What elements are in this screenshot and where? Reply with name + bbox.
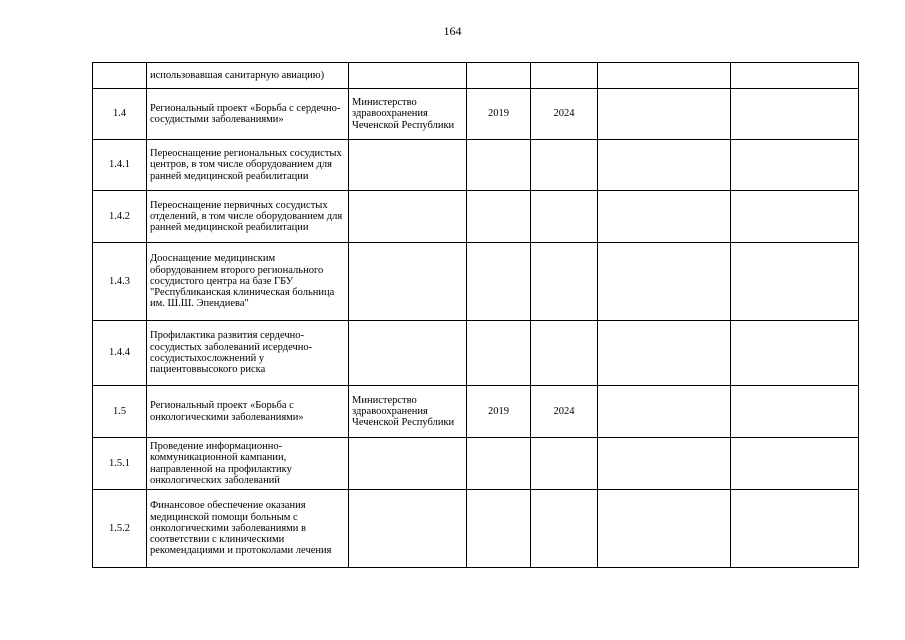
executor [349,63,467,89]
result-cell [598,140,731,191]
start-year: 2019 [467,89,531,140]
note-cell [731,490,859,568]
end-year [531,140,598,191]
result-cell [598,386,731,438]
note-cell [731,243,859,321]
measure-name: Переоснащение первичных сосудистых отделений, в том числе оборудованием для ранней медицинской реабилитации [147,191,349,243]
table-row [93,191,859,243]
table-row [93,140,859,191]
start-year: 2019 [467,386,531,438]
row-number: 1.4 [93,89,147,140]
table-row [93,63,859,89]
end-year: 2024 [531,386,598,438]
end-year [531,490,598,568]
end-year [531,243,598,321]
row-number: 1.4.4 [93,321,147,386]
result-cell [598,321,731,386]
executor [349,490,467,568]
measure-name: Финансовое обеспечение оказания медицинской помощи больным с онкологическими заболеваниями в соответствии с клиническими рекомендациями и протоколами лечения [147,490,349,568]
result-cell [598,89,731,140]
page-number: 164 [443,24,462,38]
result-cell [598,243,731,321]
executor [349,140,467,191]
executor: Министерство здравоохранения Чеченской Республики [349,89,467,140]
executor [349,438,467,490]
result-cell [598,191,731,243]
end-year [531,438,598,490]
end-year [531,63,598,89]
executor [349,191,467,243]
measure-name: Региональный проект «Борьба с сердечно-сосудистыми заболеваниями» [147,89,349,140]
measure-name: Проведение информационно-коммуникационной кампании, направленной на профилактику онкологических заболеваний [147,438,349,490]
start-year [467,321,531,386]
row-number: 1.5.1 [93,438,147,490]
row-number: 1.5 [93,386,147,438]
measure-name: Региональный проект «Борьба с онкологическими заболеваниями» [147,386,349,438]
result-cell [598,438,731,490]
result-cell [598,63,731,89]
start-year [467,140,531,191]
note-cell [731,321,859,386]
executor [349,243,467,321]
start-year [467,243,531,321]
start-year [467,63,531,89]
table-row [93,438,859,490]
table-row [93,89,859,140]
measure-name: Профилактика развития сердечно-сосудистых заболеваний исердечно-сосудистыхосложнений у пациентоввысокого риска [147,321,349,386]
start-year [467,191,531,243]
table-row [93,386,859,438]
program-table [92,62,859,568]
table-row [93,321,859,386]
row-number [93,63,147,89]
note-cell [731,140,859,191]
measure-name: Переоснащение региональных сосудистых центров, в том числе оборудованием для ранней медицинской реабилитации [147,140,349,191]
row-number: 1.4.2 [93,191,147,243]
end-year [531,321,598,386]
note-cell [731,63,859,89]
table-row [93,243,859,321]
note-cell [731,89,859,140]
end-year: 2024 [531,89,598,140]
note-cell [731,438,859,490]
table-row [93,490,859,568]
measure-name: Дооснащение медицинским оборудованием второго регионального сосудистого центра на базе ГБУ "Республиканская клиническая больница им. Ш.Ш. Эпендиева" [147,243,349,321]
result-cell [598,490,731,568]
executor: Министерство здравоохранения Чеченской Республики [349,386,467,438]
start-year [467,438,531,490]
measure-name: использовавшая санитарную авиацию) [147,63,349,89]
row-number: 1.5.2 [93,490,147,568]
executor [349,321,467,386]
row-number: 1.4.1 [93,140,147,191]
note-cell [731,191,859,243]
row-number: 1.4.3 [93,243,147,321]
note-cell [731,386,859,438]
end-year [531,191,598,243]
start-year [467,490,531,568]
